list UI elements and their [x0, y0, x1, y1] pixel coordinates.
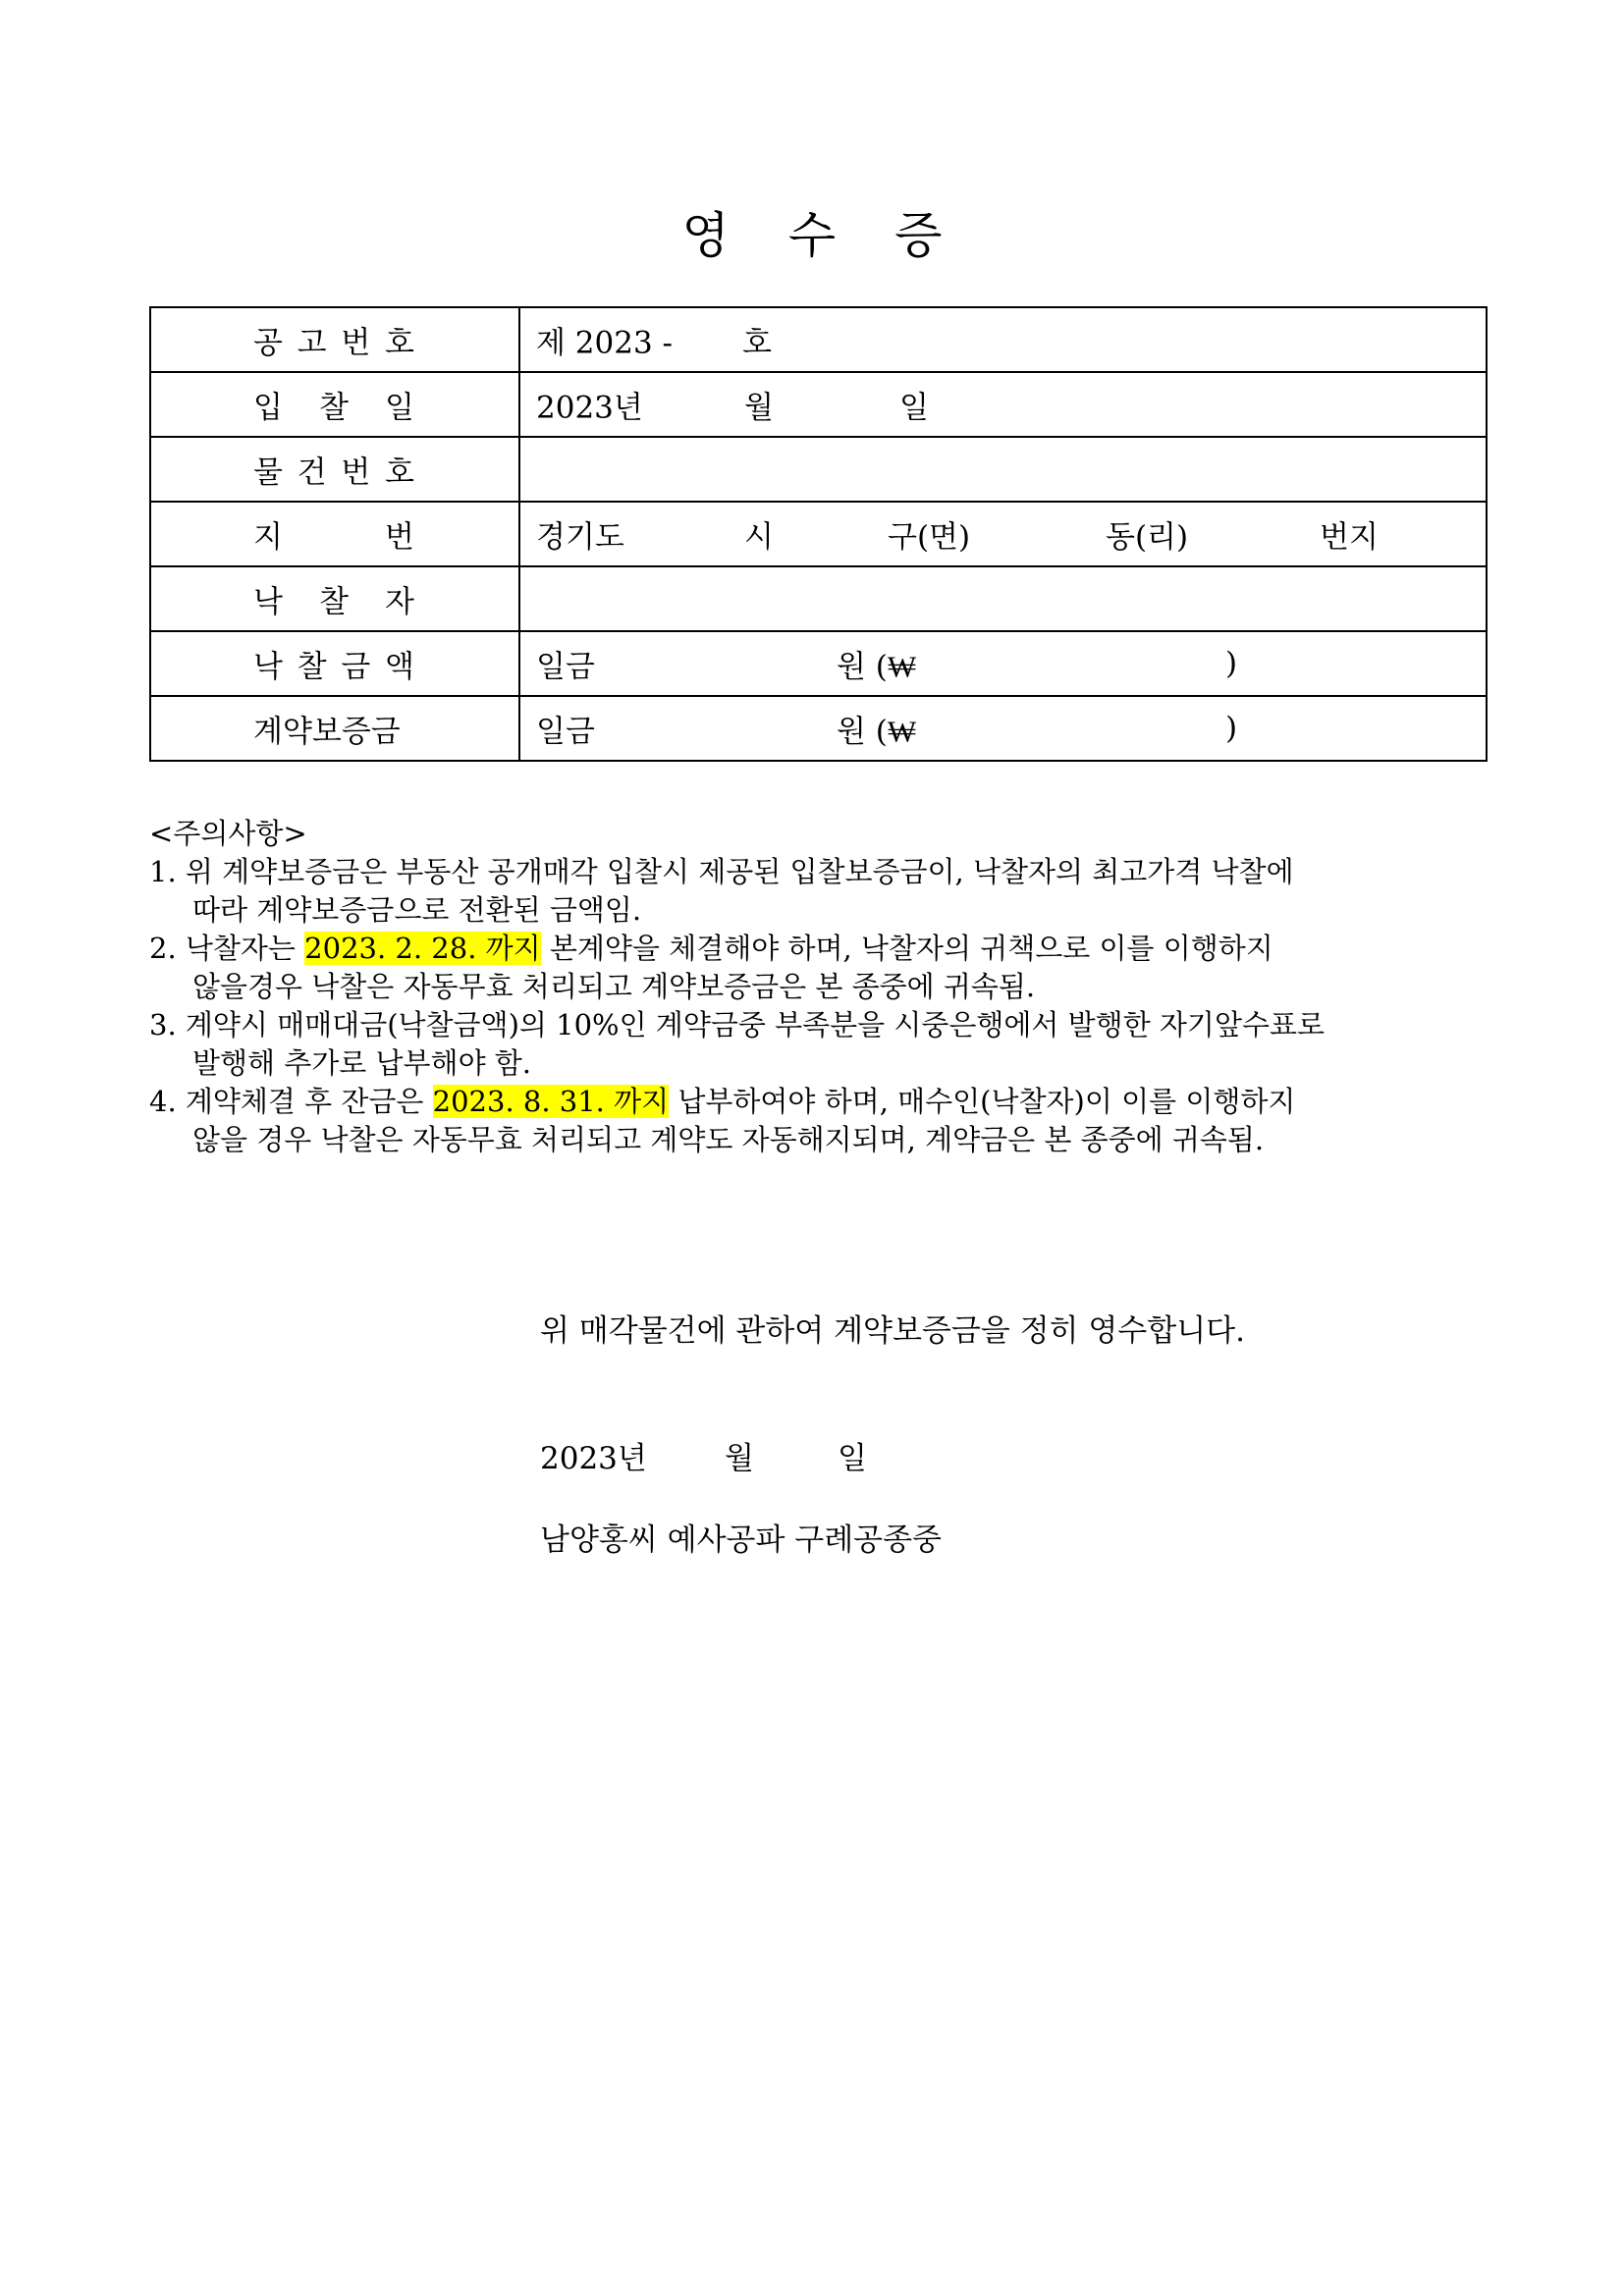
value-text: 일금 — [536, 649, 595, 685]
value-text: 번지 — [1320, 519, 1379, 556]
table-row — [150, 566, 1487, 631]
receipt-form-table — [149, 306, 1488, 762]
value-text: 월 — [744, 390, 774, 426]
label-text: 계약보증금 — [253, 714, 401, 750]
lot-address-field[interactable] — [519, 502, 1487, 566]
notice-text: 2. 낙찰자는 — [149, 932, 305, 965]
label-char: 물 — [253, 454, 283, 491]
label-char: 번 — [341, 454, 371, 491]
property-number-field[interactable] — [519, 437, 1487, 502]
notice-item-3: 3. 계약시 매매대금(낙찰금액)의 10%인 계약금중 부족분을 시중은행에서 발행한 자기앞수표로 — [149, 1008, 1326, 1041]
highlighted-deadline: 2023. 8. 31. 까지 — [432, 1085, 670, 1118]
value-text: 일금 — [536, 714, 595, 750]
label-char: 고 — [297, 325, 327, 361]
winning-bid-amount-field[interactable] — [519, 631, 1487, 696]
title-char: 증 — [894, 207, 943, 264]
notice-heading: <주의사항> — [149, 817, 307, 850]
table-row — [150, 631, 1487, 696]
label-char: 일 — [385, 390, 414, 426]
table-row — [150, 437, 1487, 502]
notice-text: 본계약을 체결해야 하며, 낙찰자의 귀책으로 이를 이행하지 — [540, 932, 1273, 965]
label-char: 호 — [385, 454, 414, 491]
table-row — [150, 502, 1487, 566]
label-char: 건 — [297, 454, 327, 491]
notice-section — [149, 815, 1325, 1159]
contract-deposit-field[interactable] — [519, 696, 1487, 761]
label-char: 공 — [253, 325, 283, 361]
label-cell — [150, 307, 519, 372]
notice-item-1: 1. 위 계약보증금은 부동산 공개매각 입찰시 제공된 입찰보증금이, 낙찰자의 최고가격 낙찰에 — [149, 855, 1294, 888]
label-cell — [150, 566, 519, 631]
label-char: 금 — [341, 649, 371, 685]
value-text: 호 — [742, 325, 772, 361]
notice-item-2-cont: 않을경우 낙찰은 자동무효 처리되고 계약보증금은 본 종중에 귀속됨. — [192, 970, 1036, 1003]
value-text: ) — [1225, 711, 1238, 746]
label-char: 호 — [385, 325, 414, 361]
announcement-number-field[interactable] — [519, 307, 1487, 372]
table-row — [150, 372, 1487, 437]
label-cell — [150, 502, 519, 566]
label-char: 액 — [385, 649, 414, 685]
label-cell — [150, 696, 519, 761]
label-char: 입 — [253, 390, 283, 426]
document-title — [0, 196, 1624, 267]
label-char: 찰 — [319, 390, 349, 426]
value-text: 원 (₩ — [837, 714, 917, 750]
confirmation-statement: 위 매각물건에 관하여 계약보증금을 정히 영수합니다. — [540, 1313, 1245, 1349]
title-char: 수 — [787, 207, 837, 264]
value-text: ) — [1225, 646, 1238, 681]
label-char: 찰 — [297, 649, 327, 685]
date-day: 일 — [838, 1441, 867, 1476]
notice-item-1-cont: 따라 계약보증금으로 전환된 금액임. — [192, 893, 642, 927]
highlighted-deadline: 2023. 2. 28. 까지 — [304, 932, 541, 965]
bid-date-field[interactable] — [519, 372, 1487, 437]
value-text: 시 — [744, 519, 774, 556]
title-char: 영 — [681, 207, 730, 264]
value-text: 원 (₩ — [837, 649, 917, 685]
table-row — [150, 307, 1487, 372]
notice-item-3-cont: 발행해 추가로 납부해야 함. — [192, 1046, 532, 1080]
label-char: 번 — [341, 325, 371, 361]
value-text: 2023년 — [536, 390, 643, 426]
label-char: 번 — [385, 519, 414, 556]
date-month: 월 — [725, 1441, 754, 1476]
organization-name: 남양홍씨 예사공파 구례공종중 — [540, 1522, 943, 1558]
notice-text: 납부하여야 하며, 매수인(낙찰자)이 이를 이행하지 — [669, 1085, 1296, 1118]
label-char: 자 — [385, 584, 414, 620]
notice-text: 4. 계약체결 후 잔금은 — [149, 1085, 433, 1118]
date-year: 2023년 — [540, 1441, 647, 1476]
value-text: 구(면) — [888, 519, 971, 556]
notice-item-4 — [149, 1083, 1325, 1121]
notice-item-4-cont: 않을 경우 낙찰은 자동무효 처리되고 계약도 자동해지되며, 계약금은 본 종중에 귀속됨. — [192, 1123, 1265, 1156]
notice-item-2 — [149, 930, 1325, 968]
label-cell — [150, 437, 519, 502]
value-text: 경기도 — [536, 519, 624, 556]
label-char: 지 — [253, 519, 283, 556]
label-cell — [150, 372, 519, 437]
winning-bidder-field[interactable] — [519, 566, 1487, 631]
label-char: 찰 — [319, 584, 349, 620]
value-text: 일 — [899, 390, 929, 426]
value-text: 동(리) — [1106, 519, 1189, 556]
label-char: 낙 — [253, 649, 283, 685]
label-cell — [150, 631, 519, 696]
value-text: 제 2023 - — [536, 325, 674, 361]
table-row — [150, 696, 1487, 761]
label-char: 낙 — [253, 584, 283, 620]
